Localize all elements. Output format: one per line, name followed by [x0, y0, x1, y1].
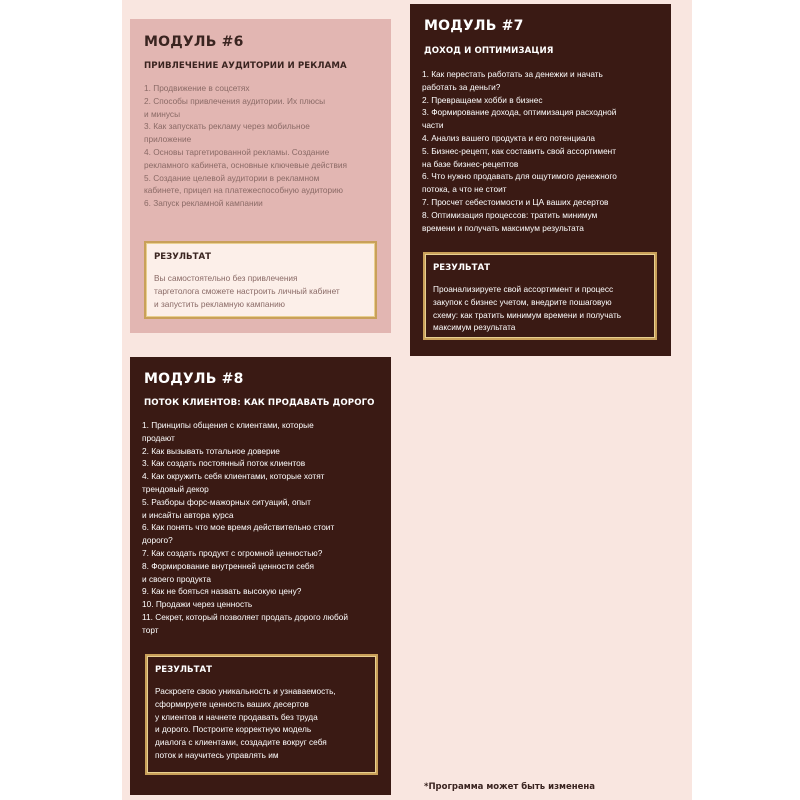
list-item: 5. Создание целевой аудитории в рекламном кабинете, прицел на платежеспособную аудиторию: [144, 172, 343, 196]
list-item: 4. Анализ вашего продукта и его потенциала: [422, 132, 595, 143]
module-6-card: [130, 19, 391, 333]
module-8-subtitle: ПОТОК КЛИЕНТОВ: КАК ПРОДАВАТЬ ДОРОГО: [144, 398, 375, 408]
list-item: 6. Как понять что мое время действительно стоит дорого?: [142, 522, 335, 546]
list-item: 2. Как вызывать тотальное доверие: [142, 445, 280, 456]
list-item: 7. Просчет себестоимости и ЦА ваших десертов: [422, 196, 609, 207]
module-8-result-box: [145, 654, 378, 775]
list-item: 3. Как создать постоянный поток клиентов: [142, 458, 306, 469]
result-text: Проанализируете свой ассортимент и процесс закупок с бизнес учетом, внедрите пошаговую схему: как тратить минимум времени и получать максимум результата: [433, 284, 622, 333]
module-6-heading: МОДУЛЬ #6: [144, 34, 244, 50]
list-item: 3. Формирование дохода, оптимизация расходной части: [422, 107, 617, 131]
module-6-topic-list: [144, 82, 384, 210]
list-item: 8. Формирование внутренней ценности себя и своего продукта: [142, 560, 314, 584]
module-6-result-box: [144, 241, 377, 319]
list-item: 4. Как окружить себя клиентами, которые хотят трендовый декор: [142, 471, 325, 494]
list-item: 5. Разборы форс-мажорных ситуаций, опыт и инсайты автора курса: [142, 496, 311, 520]
result-text: Вы самостоятельно без привлечения таргетолога сможете настроить личный кабинет и запустить рекламную кампанию: [154, 273, 340, 309]
list-item: 1. Как перестать работать за денежки и начать работать за деньги?: [422, 69, 603, 92]
list-item: 1. Продвижение в соцсетях: [144, 83, 250, 93]
list-item: 9. Как не бояться назвать высокую цену?: [142, 586, 302, 597]
list-item: 10. Продажи через ценность: [142, 599, 253, 610]
list-item: 11. Секрет, который позволяет продать дорого любой торт: [142, 611, 348, 635]
module-7-result-box: [423, 252, 657, 340]
list-item: 1. Принципы общения с клиентами, которые продают: [142, 420, 314, 443]
list-item: 3. Как запускать рекламу через мобильное приложение: [144, 121, 310, 145]
result-title: РЕЗУЛЬТАТ: [154, 252, 211, 262]
module-7-topic-list: [422, 68, 667, 234]
list-item: 2. Способы привлечения аудитории. Их плюсы и минусы: [144, 95, 326, 119]
module-8-topic-list: [142, 419, 387, 637]
list-item: 8. Оптимизация процессов: тратить минимум времени и получать максимум результата: [422, 209, 598, 233]
list-item: 7. Как создать продукт с огромной ценностью?: [142, 547, 323, 558]
module-7-subtitle: ДОХОД И ОПТИМИЗАЦИЯ: [424, 46, 554, 56]
list-item: 2. Превращаем хобби в бизнес: [422, 94, 543, 105]
result-title: РЕЗУЛЬТАТ: [433, 263, 490, 273]
module-8-heading: МОДУЛЬ #8: [144, 371, 244, 387]
module-7-card: [410, 4, 671, 356]
module-8-card: [130, 357, 391, 795]
list-item: 6. Запуск рекламной кампании: [144, 198, 263, 209]
list-item: 4. Основы таргетированной рекламы. Создание рекламного кабинета, основные ключевые действия: [144, 146, 347, 170]
module-7-heading: МОДУЛЬ #7: [424, 18, 524, 34]
module-6-subtitle: ПРИВЛЕЧЕНИЕ АУДИТОРИИ И РЕКЛАМА: [144, 61, 347, 71]
list-item: 5. Бизнес-рецепт, как составить свой ассортимент на базе бизнес-рецептов: [422, 145, 617, 169]
list-item: 6. Что нужно продавать для ощутимого денежного потока, а что не стоит: [422, 171, 617, 195]
footnote: *Программа может быть изменена: [424, 782, 595, 792]
result-text: Раскроете свою уникальность и узнаваемость, сформируете ценность ваших десертов у клиентов и начнете продавать без труда и дорого. Построите корректную модель диалога с клиентами, создадите вокруг себя поток и научитесь управлять им: [155, 686, 336, 760]
result-title: РЕЗУЛЬТАТ: [155, 665, 212, 675]
